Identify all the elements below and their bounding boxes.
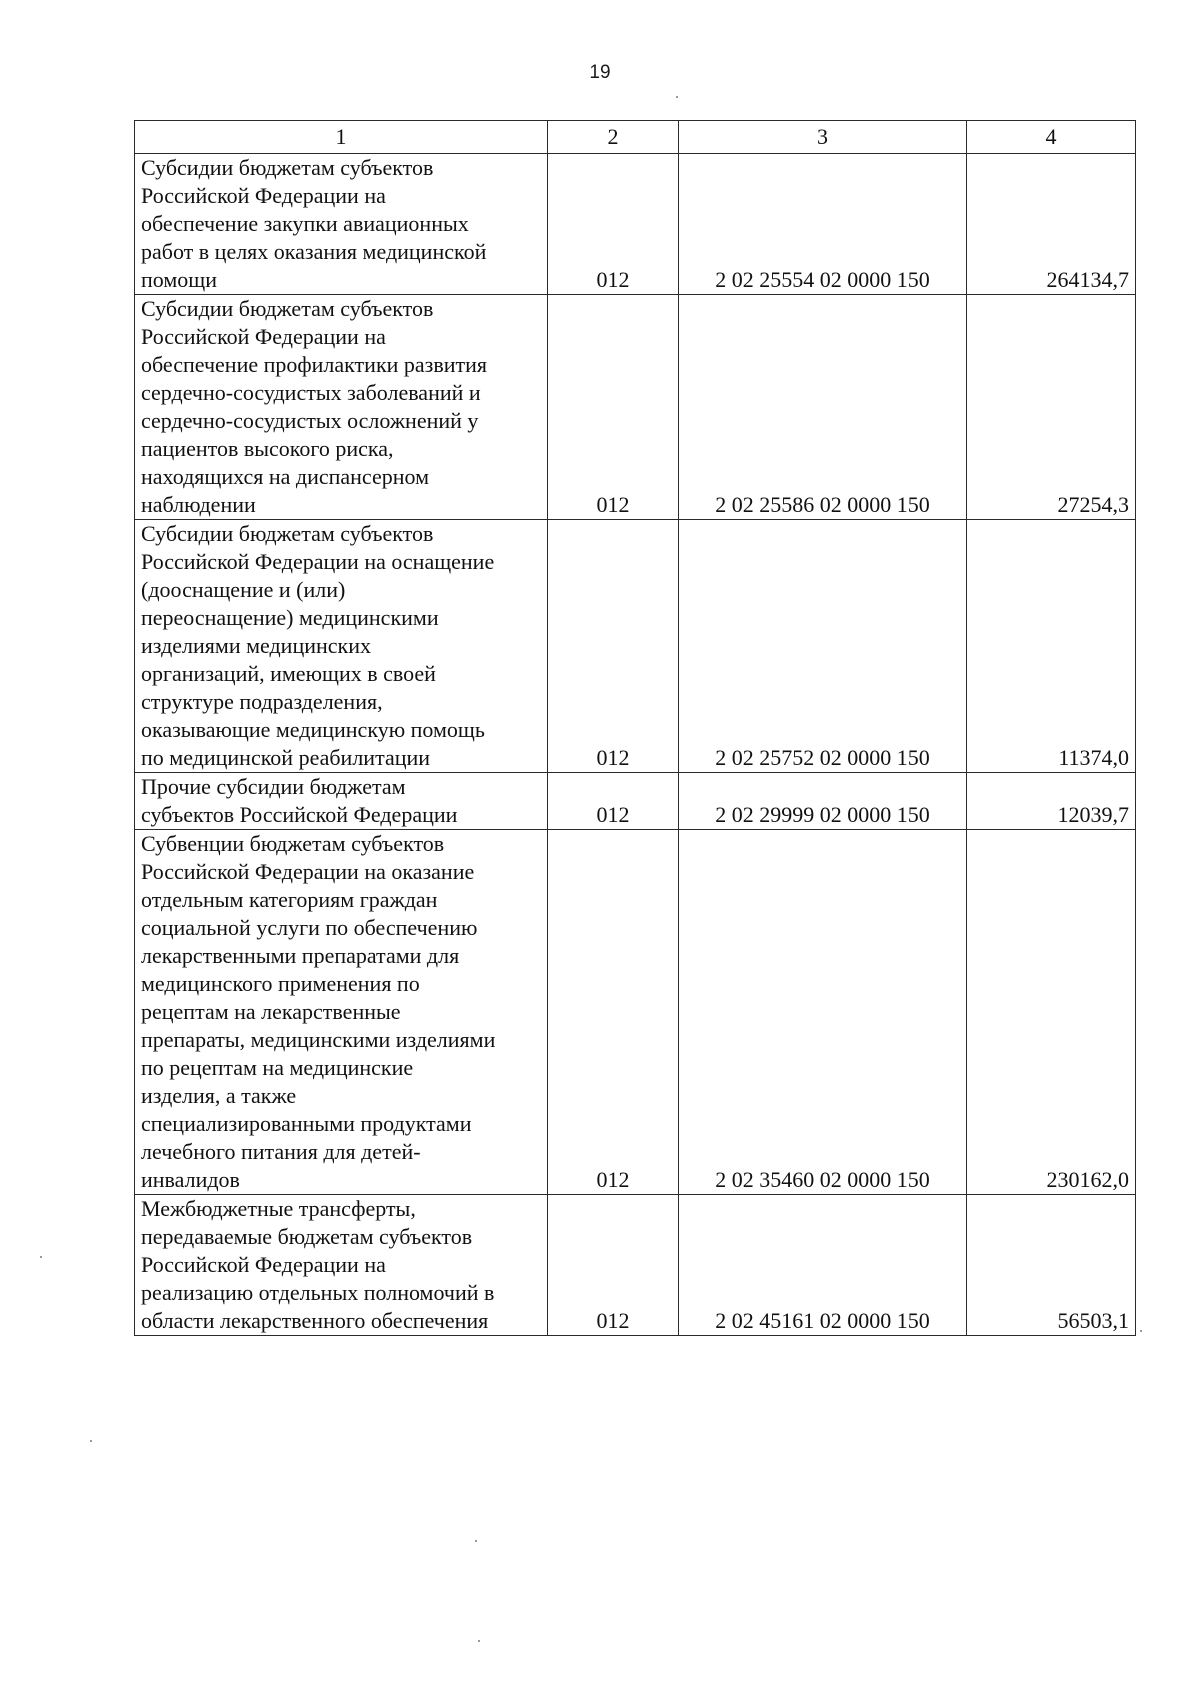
row-amount: 56503,1 (967, 1195, 1136, 1336)
column-header-1: 1 (135, 121, 548, 154)
table-row (135, 295, 1136, 520)
page-number: 19 (589, 62, 611, 83)
table-row (135, 154, 1136, 295)
row-name: Субсидии бюджетам субъектов Российской Федерации на обеспечение закупки авиационных работ в целях оказания медицинской помощи (135, 154, 548, 295)
row-budget-code: 2 02 25554 02 0000 150 (679, 154, 967, 295)
column-header-4: 4 (967, 121, 1136, 154)
column-header-2: 2 (548, 121, 679, 154)
row-budget-code: 2 02 29999 02 0000 150 (679, 773, 967, 830)
scan-speck (478, 1640, 480, 1642)
row-admin-code: 012 (548, 295, 679, 520)
row-budget-code: 2 02 25586 02 0000 150 (679, 295, 967, 520)
row-amount: 27254,3 (967, 295, 1136, 520)
row-amount: 230162,0 (967, 830, 1136, 1195)
table-row (135, 830, 1136, 1195)
row-budget-code: 2 02 35460 02 0000 150 (679, 830, 967, 1195)
table-row (135, 1195, 1136, 1336)
row-budget-code: 2 02 45161 02 0000 150 (679, 1195, 967, 1336)
row-admin-code: 012 (548, 830, 679, 1195)
row-amount: 264134,7 (967, 154, 1136, 295)
scan-speck (475, 1540, 477, 1542)
scan-speck (1140, 1330, 1142, 1332)
row-admin-code: 012 (548, 154, 679, 295)
row-name: Субвенции бюджетам субъектов Российской Федерации на оказание отдельным категориям граждан социальной услуги по обеспечению лекарственными препаратами для медицинского применения по рецептам на лекарственные препараты, медицинскими изделиями по рецептам на медицинские изделия, а также специализированными продуктами лечебного питания для детей- инвалидов (135, 830, 548, 1195)
scan-speck (40, 1256, 42, 1258)
table-row (135, 773, 1136, 830)
scan-speck (676, 96, 678, 98)
header-row (135, 121, 1136, 154)
row-admin-code: 012 (548, 1195, 679, 1336)
row-name: Субсидии бюджетам субъектов Российской Федерации на обеспечение профилактики развития сердечно-сосудистых заболеваний и сердечно-сосудистых осложнений у пациентов высокого риска, находящихся на диспансерном наблюдении (135, 295, 548, 520)
row-admin-code: 012 (548, 773, 679, 830)
column-header-3: 3 (679, 121, 967, 154)
table-row (135, 520, 1136, 773)
row-admin-code: 012 (548, 520, 679, 773)
row-amount: 12039,7 (967, 773, 1136, 830)
row-amount: 11374,0 (967, 520, 1136, 773)
row-budget-code: 2 02 25752 02 0000 150 (679, 520, 967, 773)
budget-table (134, 120, 1136, 1336)
row-name: Субсидии бюджетам субъектов Российской Федерации на оснащение (дооснащение и (или) переоснащение) медицинскими изделиями медицинских организаций, имеющих в своей структуре подразделения, оказывающие медицинскую помощь по медицинской реабилитации (135, 520, 548, 773)
row-name: Межбюджетные трансферты, передаваемые бюджетам субъектов Российской Федерации на реализацию отдельных полномочий в области лекарственного обеспечения (135, 1195, 548, 1336)
scan-speck (90, 1440, 92, 1442)
row-name: Прочие субсидии бюджетам субъектов Российской Федерации (135, 773, 548, 830)
